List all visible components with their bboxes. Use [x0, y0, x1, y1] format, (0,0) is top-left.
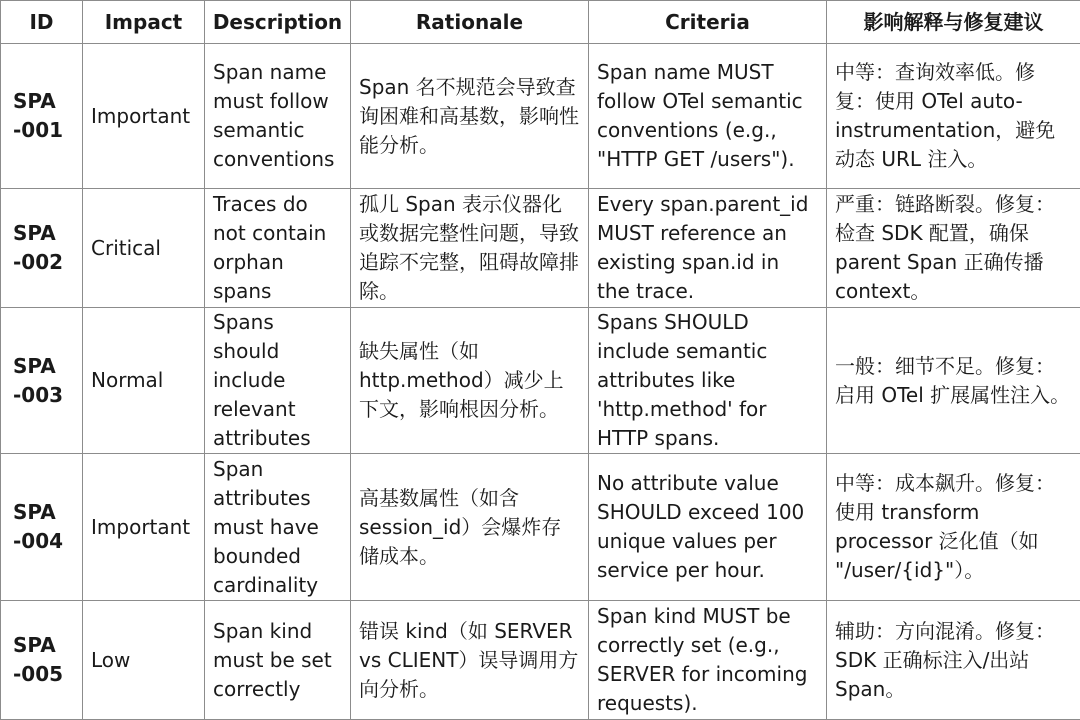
- table-row: [1, 44, 1080, 189]
- row-id-number: -002: [13, 248, 74, 277]
- row-impact: Important: [83, 44, 205, 189]
- row-id: [1, 189, 83, 308]
- table-row: [1, 308, 1080, 454]
- row-criteria: Spans SHOULD include semantic attributes like 'http.method' for HTTP spans.: [589, 308, 827, 454]
- header-impact: Impact: [83, 1, 205, 44]
- row-id-prefix: SPA: [13, 631, 74, 660]
- row-explanation: 中等：成本飙升。修复：使用 transform processor 泛化值（如 "/user/{id}"）。: [827, 454, 1080, 601]
- row-explanation: 中等：查询效率低。修复：使用 OTel auto-instrumentation，避免动态 URL 注入。: [827, 44, 1080, 189]
- row-rationale: 高基数属性（如含 session_id）会爆炸存储成本。: [351, 454, 589, 601]
- row-impact: Important: [83, 454, 205, 601]
- header-criteria: Criteria: [589, 1, 827, 44]
- row-id-number: -001: [13, 116, 74, 145]
- header-id: ID: [1, 1, 83, 44]
- row-description: Span attributes must have bounded cardinality: [205, 454, 351, 601]
- row-description: Traces do not contain orphan spans: [205, 189, 351, 308]
- row-id-number: -003: [13, 381, 74, 410]
- row-id-prefix: SPA: [13, 87, 74, 116]
- header-description: Description: [205, 1, 351, 44]
- row-rationale: 孤儿 Span 表示仪器化或数据完整性问题，导致追踪不完整，阻碍故障排除。: [351, 189, 589, 308]
- row-impact: Low: [83, 601, 205, 720]
- row-criteria: Span kind MUST be correctly set (e.g., SERVER for incoming requests).: [589, 601, 827, 720]
- row-rationale: 缺失属性（如 http.method）减少上下文，影响根因分析。: [351, 308, 589, 454]
- row-id: [1, 308, 83, 454]
- row-explanation: 严重：链路断裂。修复：检查 SDK 配置，确保 parent Span 正确传播 context。: [827, 189, 1080, 308]
- table-row: [1, 601, 1080, 720]
- row-id-number: -005: [13, 660, 74, 689]
- header-row: [1, 1, 1080, 44]
- row-explanation: 一般：细节不足。修复：启用 OTel 扩展属性注入。: [827, 308, 1080, 454]
- row-id: [1, 454, 83, 601]
- row-criteria: Every span.parent_id MUST reference an existing span.id in the trace.: [589, 189, 827, 308]
- table-row: [1, 454, 1080, 601]
- row-impact: Critical: [83, 189, 205, 308]
- row-description: Span kind must be set correctly: [205, 601, 351, 720]
- row-rationale: Span 名不规范会导致查询困难和高基数，影响性能分析。: [351, 44, 589, 189]
- row-impact: Normal: [83, 308, 205, 454]
- row-id-prefix: SPA: [13, 219, 74, 248]
- row-id-number: -004: [13, 527, 74, 556]
- row-explanation: 辅助：方向混淆。修复：SDK 正确标注入/出站 Span。: [827, 601, 1080, 720]
- row-criteria: No attribute value SHOULD exceed 100 unique values per service per hour.: [589, 454, 827, 601]
- row-rationale: 错误 kind（如 SERVER vs CLIENT）误导调用方向分析。: [351, 601, 589, 720]
- header-explanation: 影响解释与修复建议: [827, 1, 1080, 44]
- header-rationale: Rationale: [351, 1, 589, 44]
- row-id: [1, 44, 83, 189]
- row-criteria: Span name MUST follow OTel semantic conventions (e.g., "HTTP GET /users").: [589, 44, 827, 189]
- table-row: [1, 189, 1080, 308]
- row-id: [1, 601, 83, 720]
- row-description: Spans should include relevant attributes: [205, 308, 351, 454]
- row-id-prefix: SPA: [13, 498, 74, 527]
- row-id-prefix: SPA: [13, 352, 74, 381]
- row-description: Span name must follow semantic conventions: [205, 44, 351, 189]
